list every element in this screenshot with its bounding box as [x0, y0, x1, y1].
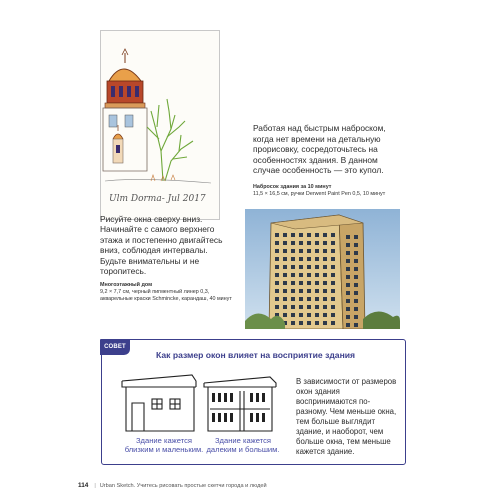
tower-window [307, 273, 311, 277]
tower-window [346, 251, 350, 255]
tower-window [275, 265, 279, 269]
tower-window [299, 281, 303, 285]
tower-window [323, 265, 327, 269]
tower-window [323, 321, 327, 325]
window-drawing-description: Рисуйте окна сверху вниз. Начинайте с самого верхнего этажа и постепенно двигайтесь вниз, соблюдая интервалы. Будьте внимательны и не торопитесь. [100, 214, 223, 277]
tower-window [291, 289, 295, 293]
tower-window [275, 305, 279, 309]
tower-sketch-note [100, 282, 236, 303]
tower-window [283, 273, 287, 277]
tower-window [346, 259, 350, 263]
tower-window [275, 233, 279, 237]
tower-window [291, 305, 295, 309]
tower-window [331, 233, 335, 237]
tower-sketch-drawing [245, 209, 400, 329]
tower-window [291, 281, 295, 285]
tower-window [354, 299, 358, 303]
tower-sketch-note-title: Многоэтажный дом [100, 282, 153, 289]
tower-window [291, 265, 295, 269]
tower-window [275, 273, 279, 277]
tower-window [331, 273, 335, 277]
tower-window [307, 265, 311, 269]
tower-window [275, 289, 279, 293]
house-small-windows-drawing [200, 373, 284, 435]
tower-window [291, 233, 295, 237]
book-title: Urban Sketch. Учитесь рисовать простые скетчи города и людей [99, 483, 267, 489]
page-number: 114 [78, 482, 89, 489]
tower-window [299, 233, 303, 237]
tower-window [323, 241, 327, 245]
tower-window [283, 241, 287, 245]
tower-window [315, 289, 319, 293]
tower-window [346, 315, 350, 319]
dome-sketch-description: Работая над быстрым наброском, когда нет времени на детальную прорисовку, сосредоточьтесь на особенностях здания. В данном случае особенность — это купол. [253, 123, 386, 176]
tower-window [299, 305, 303, 309]
tower-window [315, 281, 319, 285]
window-drawing-caption [100, 214, 236, 303]
tower-window [283, 249, 287, 253]
tower-window [331, 265, 335, 269]
tower-window [315, 233, 319, 237]
tower-window [291, 257, 295, 261]
tower-window [283, 297, 287, 301]
tower-window [354, 251, 358, 255]
tower-window [299, 289, 303, 293]
tower-window [323, 305, 327, 309]
tower-window [307, 249, 311, 253]
sketch-signature: Ulm Dorma- Jul 2017 [109, 194, 206, 204]
tower-window [331, 257, 335, 261]
tower-window [307, 233, 311, 237]
tower-window [315, 321, 319, 325]
tower-window [275, 241, 279, 245]
tower-window [291, 321, 295, 325]
tower-window [315, 241, 319, 245]
page-footer: 114 | Urban Sketch. Учитесь рисовать простые скетчи города и людей [78, 482, 267, 489]
tower-window [331, 289, 335, 293]
tower-window [283, 233, 287, 237]
tower-window [299, 313, 303, 317]
tower-building-sketch [245, 209, 400, 329]
tower-window [354, 307, 358, 311]
tower-window [275, 257, 279, 261]
tower-window [346, 243, 350, 247]
tower-window [331, 313, 335, 317]
tower-window [283, 265, 287, 269]
tower-window [346, 267, 350, 271]
tower-window [354, 267, 358, 271]
tower-window [315, 313, 319, 317]
tower-window [307, 289, 311, 293]
tower-window [354, 235, 358, 239]
tower-window [275, 249, 279, 253]
tower-window [299, 321, 303, 325]
tower-window [331, 241, 335, 245]
tower-window [291, 241, 295, 245]
dome-sketch-note-title: Набросок здания за 10 минут [253, 183, 332, 190]
tower-window [291, 313, 295, 317]
tower-window [315, 305, 319, 309]
advice-tag: СОВЕТ [100, 339, 130, 355]
dome-sketch-drawing [101, 31, 219, 219]
tower-window [323, 313, 327, 317]
tower-window [331, 249, 335, 253]
house-big-windows-drawing [120, 373, 202, 435]
tower-window [307, 257, 311, 261]
tower-window [323, 273, 327, 277]
tower-window [283, 305, 287, 309]
tower-window [346, 323, 350, 327]
tower-window [331, 305, 335, 309]
tower-window [323, 249, 327, 253]
tower-window [323, 297, 327, 301]
tower-window [346, 291, 350, 295]
tower-window [323, 289, 327, 293]
tower-window [275, 281, 279, 285]
tower-window [299, 273, 303, 277]
house-small-windows-caption: Здание кажется далеким и большим. [206, 436, 280, 455]
tower-window [331, 321, 335, 325]
tower-window [354, 259, 358, 263]
tower-window [283, 289, 287, 293]
tower-window [354, 275, 358, 279]
dome-sketch-caption [253, 123, 405, 198]
tower-window [323, 281, 327, 285]
tower-window [323, 233, 327, 237]
dome-sketch-note [253, 184, 405, 198]
tower-window [307, 305, 311, 309]
tower-window [299, 257, 303, 261]
tower-window [354, 323, 358, 327]
tower-window [299, 241, 303, 245]
tower-window [315, 257, 319, 261]
tower-window [307, 297, 311, 301]
tower-window [331, 297, 335, 301]
tower-window [331, 281, 335, 285]
tower-window [299, 297, 303, 301]
tower-window [354, 283, 358, 287]
tower-window [354, 243, 358, 247]
tower-window [315, 265, 319, 269]
tower-window [291, 297, 295, 301]
tower-window [315, 249, 319, 253]
tower-sketch-note-details: 9,2 × 7,7 см, черный пигментный линер 0,3, акварельные краски Schmincke, карандаш, 40 минут [100, 289, 232, 303]
tower-window [346, 283, 350, 287]
tower-window [315, 273, 319, 277]
tower-window [275, 297, 279, 301]
tower-window [283, 257, 287, 261]
tower-window [346, 275, 350, 279]
tower-window [346, 299, 350, 303]
tower-window [346, 235, 350, 239]
tower-window [307, 241, 311, 245]
tower-window [299, 249, 303, 253]
advice-title: Как размер окон влияет на восприятие здания [156, 350, 356, 360]
tower-window [315, 297, 319, 301]
tower-window [291, 273, 295, 277]
tower-window [323, 257, 327, 261]
house-big-windows-caption: Здание кажется близким и маленьким. [124, 436, 204, 455]
tower-window [307, 281, 311, 285]
tower-window [307, 321, 311, 325]
tower-window [283, 281, 287, 285]
tower-window [354, 315, 358, 319]
tower-window [307, 313, 311, 317]
tower-window [346, 307, 350, 311]
tower-window [354, 291, 358, 295]
tower-window [283, 313, 287, 317]
tower-window [299, 265, 303, 269]
dome-sketch-note-details: 11,5 × 16,5 см, ручки Derwent Paint Pen 0,5, 10 минут [253, 190, 386, 197]
tower-window [291, 249, 295, 253]
advice-text: В зависимости от размеров окон здания воспринимаются по-разному. Чем меньше окна, тем больше выглядит здание, и наоборот, чем больше окна, тем меньше кажется здание. [296, 377, 397, 456]
dome-building-sketch [100, 30, 220, 220]
